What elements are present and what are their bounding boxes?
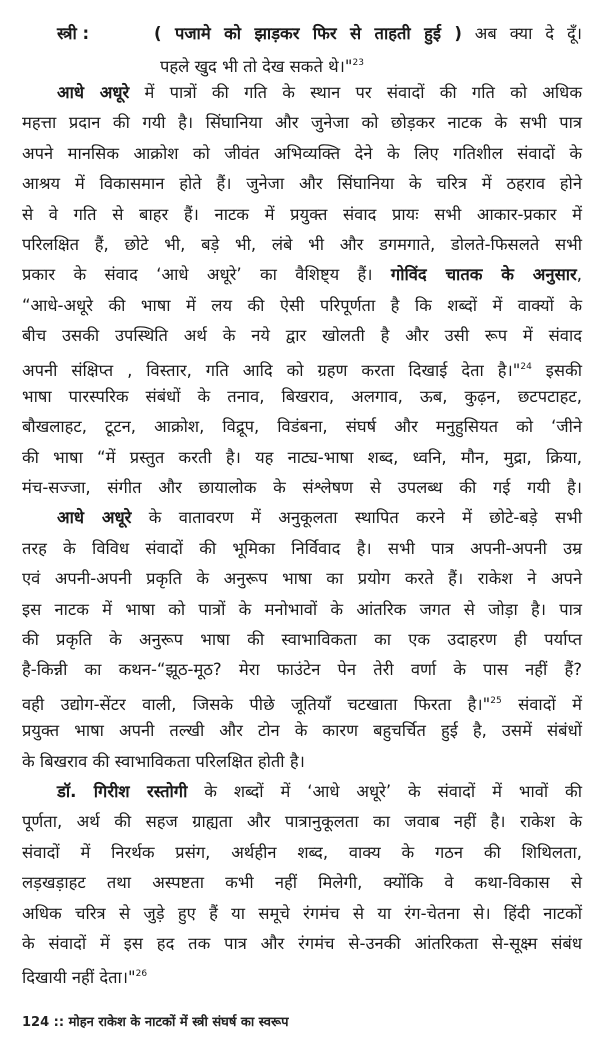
text-span: के बिखराव की स्वाभाविकता परिलक्षित होती है। — [22, 751, 305, 771]
text-span: महत्ता प्रदान की गयी है। सिंघानिया और जुनेजा को छोड़कर नाटक के सभी पात्र — [22, 113, 582, 133]
text-span: अधिक चरित्र से जुड़े हुए हैं या समूचे रंगमंच से या रंग-चेतना से। हिंदी नाटकों — [22, 903, 582, 923]
text-line — [22, 655, 582, 685]
text-span: , — [576, 265, 582, 285]
speech-text: अब क्या दे दूँ। — [461, 24, 582, 43]
text-span: से वे गति से बाहर हैं। नाटक में प्रयुक्त संवाद प्रायः सभी आकार-प्रकार में — [22, 204, 582, 224]
text-span: अपनी संक्षिप्त , विस्तार, गति आदि को ग्रहण करता दिखाई देता है।" — [22, 360, 521, 380]
text-line — [22, 200, 582, 230]
text-line — [22, 716, 582, 746]
text-span: लड़खड़ाहट तथा अस्पष्टता कभी नहीं मिलेगी, क्योंकि वे कथा-विकास से — [22, 873, 582, 893]
text-span: बीच उसकी उपस्थिति अर्थ के नये द्वार खोलती है और उसी रूप में संवाद — [22, 326, 582, 346]
text-span: आश्रय में विकासमान होते हैं। जुनेजा और सिंघानिया के चरित्र में ठहराव होने — [22, 174, 582, 194]
dialogue-text — [154, 20, 582, 48]
text-line — [22, 503, 582, 533]
text-span: में पात्रों की गति के स्थान पर संवादों की गति को अधिक — [129, 83, 583, 102]
text-line — [22, 78, 582, 108]
text-span: संवादों में निरर्थक प्रसंग, अर्थहीन शब्द, वाक्य के गठन की शिथिलता, — [22, 842, 582, 862]
text-line — [22, 230, 582, 260]
text-line — [22, 777, 582, 807]
text-span: मंच-सज्जा, संगीत और छायालोक के संश्लेषण से उपलब्ध की गई गयी है। — [22, 478, 582, 498]
text-line — [22, 868, 582, 898]
text-line — [22, 807, 582, 837]
text-line — [22, 169, 582, 199]
dialogue-line — [22, 20, 582, 48]
text-span: के वातावरण में अनुकूलता स्थापित करने में छोटे-बड़े सभी — [131, 508, 582, 528]
footnote-marker: 24 — [520, 361, 532, 372]
text-line — [22, 352, 582, 382]
text-line — [22, 959, 582, 989]
text-span: एवं अपनी-अपनी प्रकृति के अनुरूप भाषा का प्रयोग करते हैं। राकेश ने अपने — [22, 569, 582, 589]
text-line — [22, 625, 582, 655]
speaker-label: स्त्री : — [57, 24, 90, 43]
text-line — [22, 473, 582, 503]
text-line — [22, 412, 582, 442]
dialogue-continuation — [22, 48, 582, 78]
text-line — [22, 139, 582, 169]
text-span: भाषा पारस्परिक संबंधों के तनाव, बिखराव, अलगाव, ऊब, कुढ़न, छटपटाहट, — [22, 386, 582, 406]
text-span: तरह के विविध संवादों की भूमिका निर्विवाद है। सभी पात्र अपनी-अपनी उम्र — [22, 538, 582, 558]
text-span: इस नाटक में भाषा को पात्रों के मनोभावों के आंतरिक जगत से जोड़ा है। पात्र — [22, 599, 582, 619]
text-line — [22, 747, 582, 777]
text-line — [22, 108, 582, 138]
text-span: परिलक्षित हैं, छोटे भी, बड़े भी, लंबे भी और डगमगाते, डोलते-फिसलते सभी — [22, 234, 582, 254]
text-line — [22, 260, 582, 290]
text-line — [22, 382, 582, 412]
text-span: बौखलाहट, टूटन, आक्रोश, विद्रूप, विडंबना, संघर्ष और मनुहुसियत को ‘जीने — [22, 417, 582, 437]
bold-text: आधे अधूरे — [57, 83, 130, 102]
text-line — [22, 595, 582, 625]
page-footer: 124 :: मोहन राकेश के नाटकों में स्त्री संघर्ष का स्वरूप — [22, 1015, 289, 1030]
text-span: के शब्दों में ‘आधे अधूरे’ के संवादों में भावों की — [187, 781, 583, 801]
text-line — [22, 443, 582, 473]
footnote-marker: 26 — [135, 969, 148, 980]
text-span: अपने मानसिक आक्रोश को जीवंत अभिव्यक्ति देने के लिए गतिशील संवादों के — [22, 143, 582, 163]
bold-text: गोविंद चातक के अनुसार — [390, 265, 577, 285]
text-line — [22, 321, 582, 351]
text-span: वही उद्योग-सेंटर वाली, जिसके पीछे जूतियाँ चटखाता फिरता है।" — [22, 694, 491, 714]
footnote-marker: 25 — [490, 695, 502, 706]
text-span: की भाषा “में प्रस्तुत करती है। यह नाट्य-भाषा शब्द, ध्वनि, मौन, मुद्रा, क्रिया, — [22, 447, 582, 467]
speech-text: पहले खुद भी तो देख सकते थे।" — [160, 57, 353, 76]
text-span: प्रकार के संवाद ‘आधे अधूरे’ का वैशिष्ट्य हैं। — [22, 265, 391, 285]
text-span: “आधे-अधूरे की भाषा में लय की ऐसी परिपूर्णता है कि शब्दों में वाक्यों के — [22, 295, 582, 315]
text-span: संवादों में — [501, 694, 582, 714]
text-span: दिखायी नहीं देता।" — [22, 968, 136, 988]
text-span: की प्रकृति के अनुरूप भाषा की स्वाभाविकता का एक उदाहरण ही पर्याप्त — [22, 630, 582, 650]
text-line — [22, 838, 582, 868]
text-span: है-किन्नी का कथन-“झूठ-मूठ? मेरा फाउंटेन पेन तेरी वर्णा के पास नहीं हैं? — [22, 660, 582, 680]
text-span: प्रयुक्त भाषा अपनी तल्खी और टोन के कारण बहुचर्चित हुई है, उसमें संबंधों — [22, 721, 582, 741]
text-line — [22, 564, 582, 594]
text-span: इसकी — [531, 360, 582, 380]
footnote-marker: 23 — [352, 58, 364, 68]
text-span: के संवादों में इस हद तक पात्र और रंगमंच से-उनकी आंतरिकता से-सूक्ष्म संबंध — [22, 933, 582, 953]
text-line — [22, 686, 582, 716]
bold-text: डॉ. गिरीश रस्तोगी — [57, 781, 188, 801]
text-line — [22, 291, 582, 321]
stage-direction: ( पजामे को झाड़कर फिर से ताहती हुई ) — [154, 24, 462, 43]
text-line — [22, 534, 582, 564]
text-line — [22, 929, 582, 959]
body-text — [22, 78, 582, 990]
bold-text: आधे अधूरे — [57, 508, 132, 528]
text-span: पूर्णता, अर्थ की सहज ग्राह्यता और पात्रानुकूलता का जवाब नहीं है। राकेश के — [22, 812, 582, 832]
page-body — [22, 20, 582, 990]
text-line — [22, 899, 582, 929]
